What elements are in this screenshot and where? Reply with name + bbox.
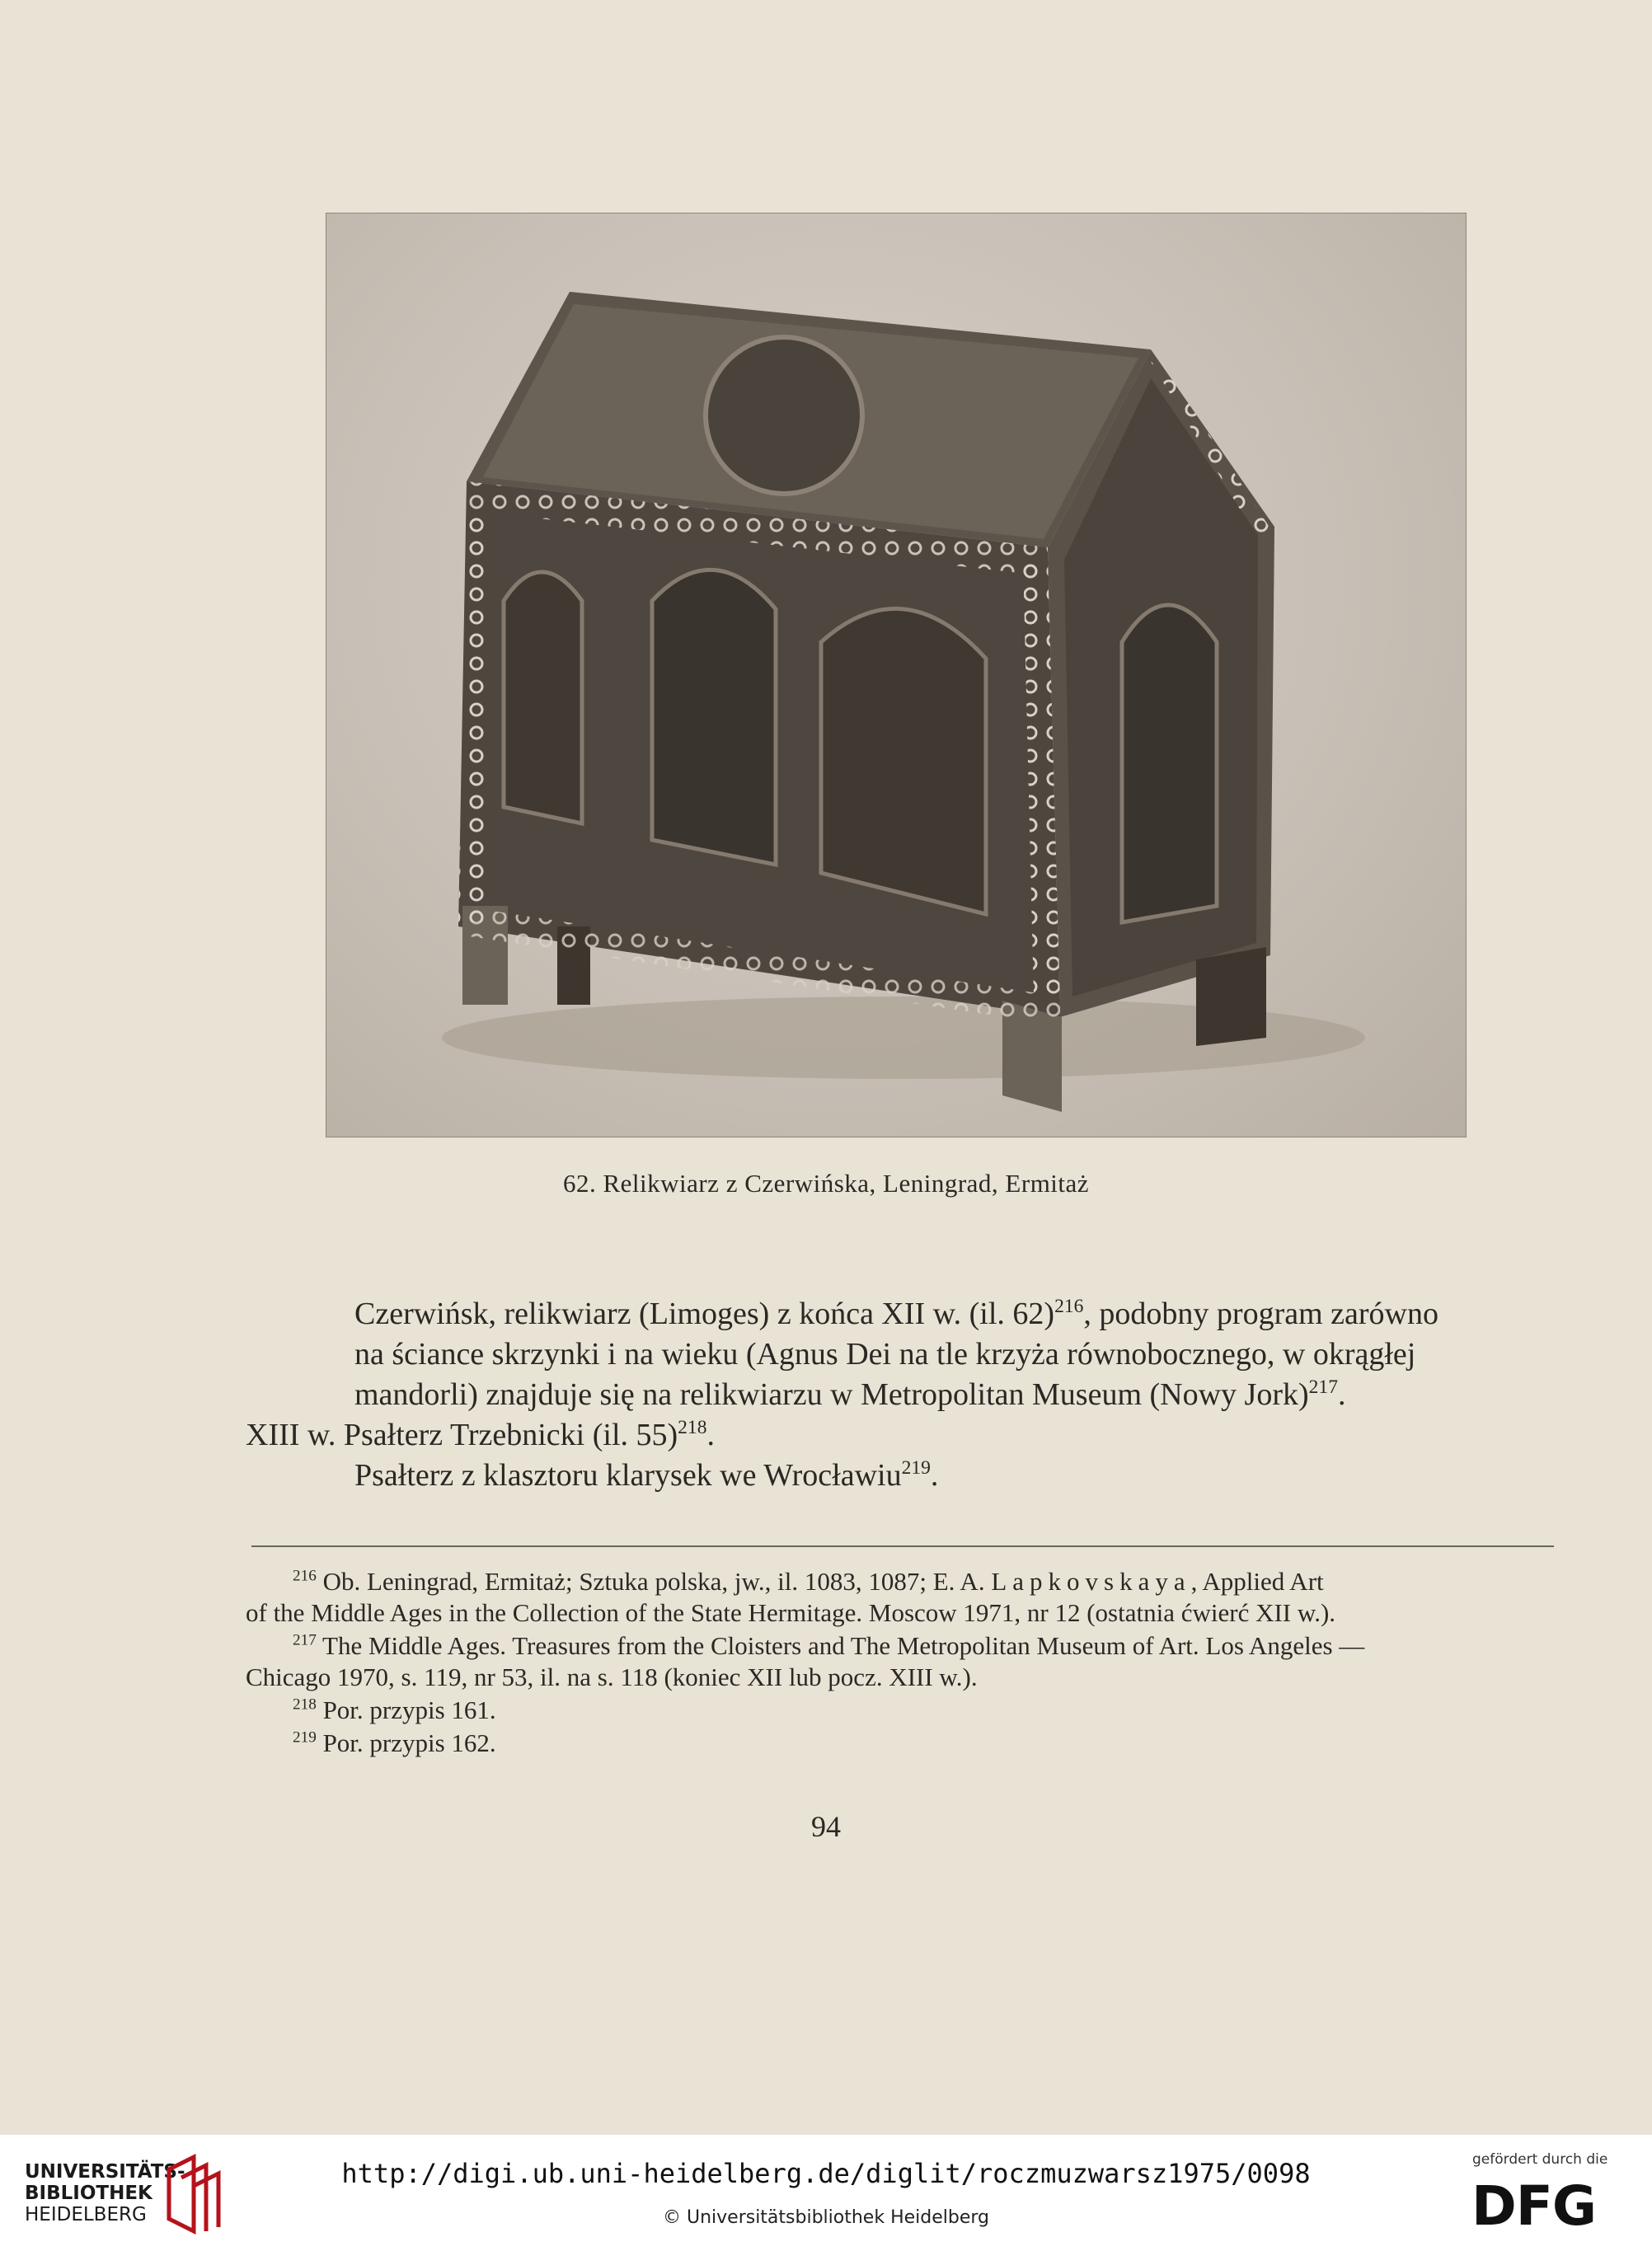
footnote-ref-216: 216 <box>1054 1295 1084 1317</box>
logo-line-3: HEIDELBERG <box>25 2204 147 2225</box>
copyright-notice: © Universitätsbibliothek Heidelberg <box>662 2207 989 2228</box>
author-name: Lapkovskaya <box>991 1567 1191 1596</box>
footnote-ref-218: 218 <box>678 1416 707 1438</box>
funding-label: gefördert durch die <box>1472 2151 1608 2168</box>
reliquary-illustration <box>326 213 1466 1137</box>
dfg-logo[interactable]: DFG <box>1471 2174 1597 2238</box>
footnote-divider <box>251 1545 1554 1547</box>
body-line-1: Czerwińsk, relikwiarz (Limoges) z końca XII w. (il. 62)$^{216}$, podobny program zarówno <box>354 1295 1438 1331</box>
footnote-216: $^{216}$ Ob. Leningrad, Ermitaż; Sztuka polska, jw., il. 1083, 1087; E. A. Lapkovskaya, Applied Art <box>293 1567 1324 1596</box>
page-number: 94 <box>811 1810 841 1843</box>
figure-caption: 62. Relikwiarz z Czerwińska, Leningrad, Ermitaż <box>562 1169 1090 1198</box>
footnote-218: $^{218}$ Por. przypis 161. <box>293 1695 496 1724</box>
body-line-5: Psałterz z klasztoru klarysek we Wrocławiu$^{219}$. <box>354 1456 939 1493</box>
footnote-216-cont: of the Middle Ages in the Collection of the State Hermitage. Moscow 1971, nr 12 (ostatnia ćwierć XII w.). <box>246 1598 1336 1627</box>
logo-line-2: BIBLIOTHEK <box>25 2183 153 2204</box>
footnote-217: $^{217}$ The Middle Ages. Treasures from the Cloisters and The Metropolitan Museum of Art. Los Angeles — <box>293 1631 1365 1660</box>
viewer-footer <box>0 2135 1652 2251</box>
permalink-url[interactable]: http://digi.ub.uni-heidelberg.de/diglit/roczmuzwarsz1975/0098 <box>341 2158 1311 2189</box>
body-line-4: XIII w. Psałterz Trzebnicki (il. 55)$^{218}$. <box>246 1416 715 1452</box>
reliquary-photograph <box>326 213 1467 1137</box>
footnote-ref-219: 219 <box>901 1456 931 1479</box>
body-line-2: na ściance skrzynki i na wieku (Agnus Dei na tle krzyża równobocznego, w okrągłej <box>354 1337 1416 1372</box>
body-line-3: mandorli) znajduje się na relikwiarzu w Metropolitan Museum (Nowy Jork)$^{217}$. <box>354 1376 1346 1412</box>
logo-line-1: UNIVERSITÄTS- <box>25 2161 185 2183</box>
footnote-219: $^{219}$ Por. przypis 162. <box>293 1728 496 1757</box>
footnote-ref-217: 217 <box>1308 1376 1338 1398</box>
footnote-217-cont: Chicago 1970, s. 119, nr 53, il. na s. 118 (koniec XII lub pocz. XIII w.). <box>246 1662 978 1691</box>
